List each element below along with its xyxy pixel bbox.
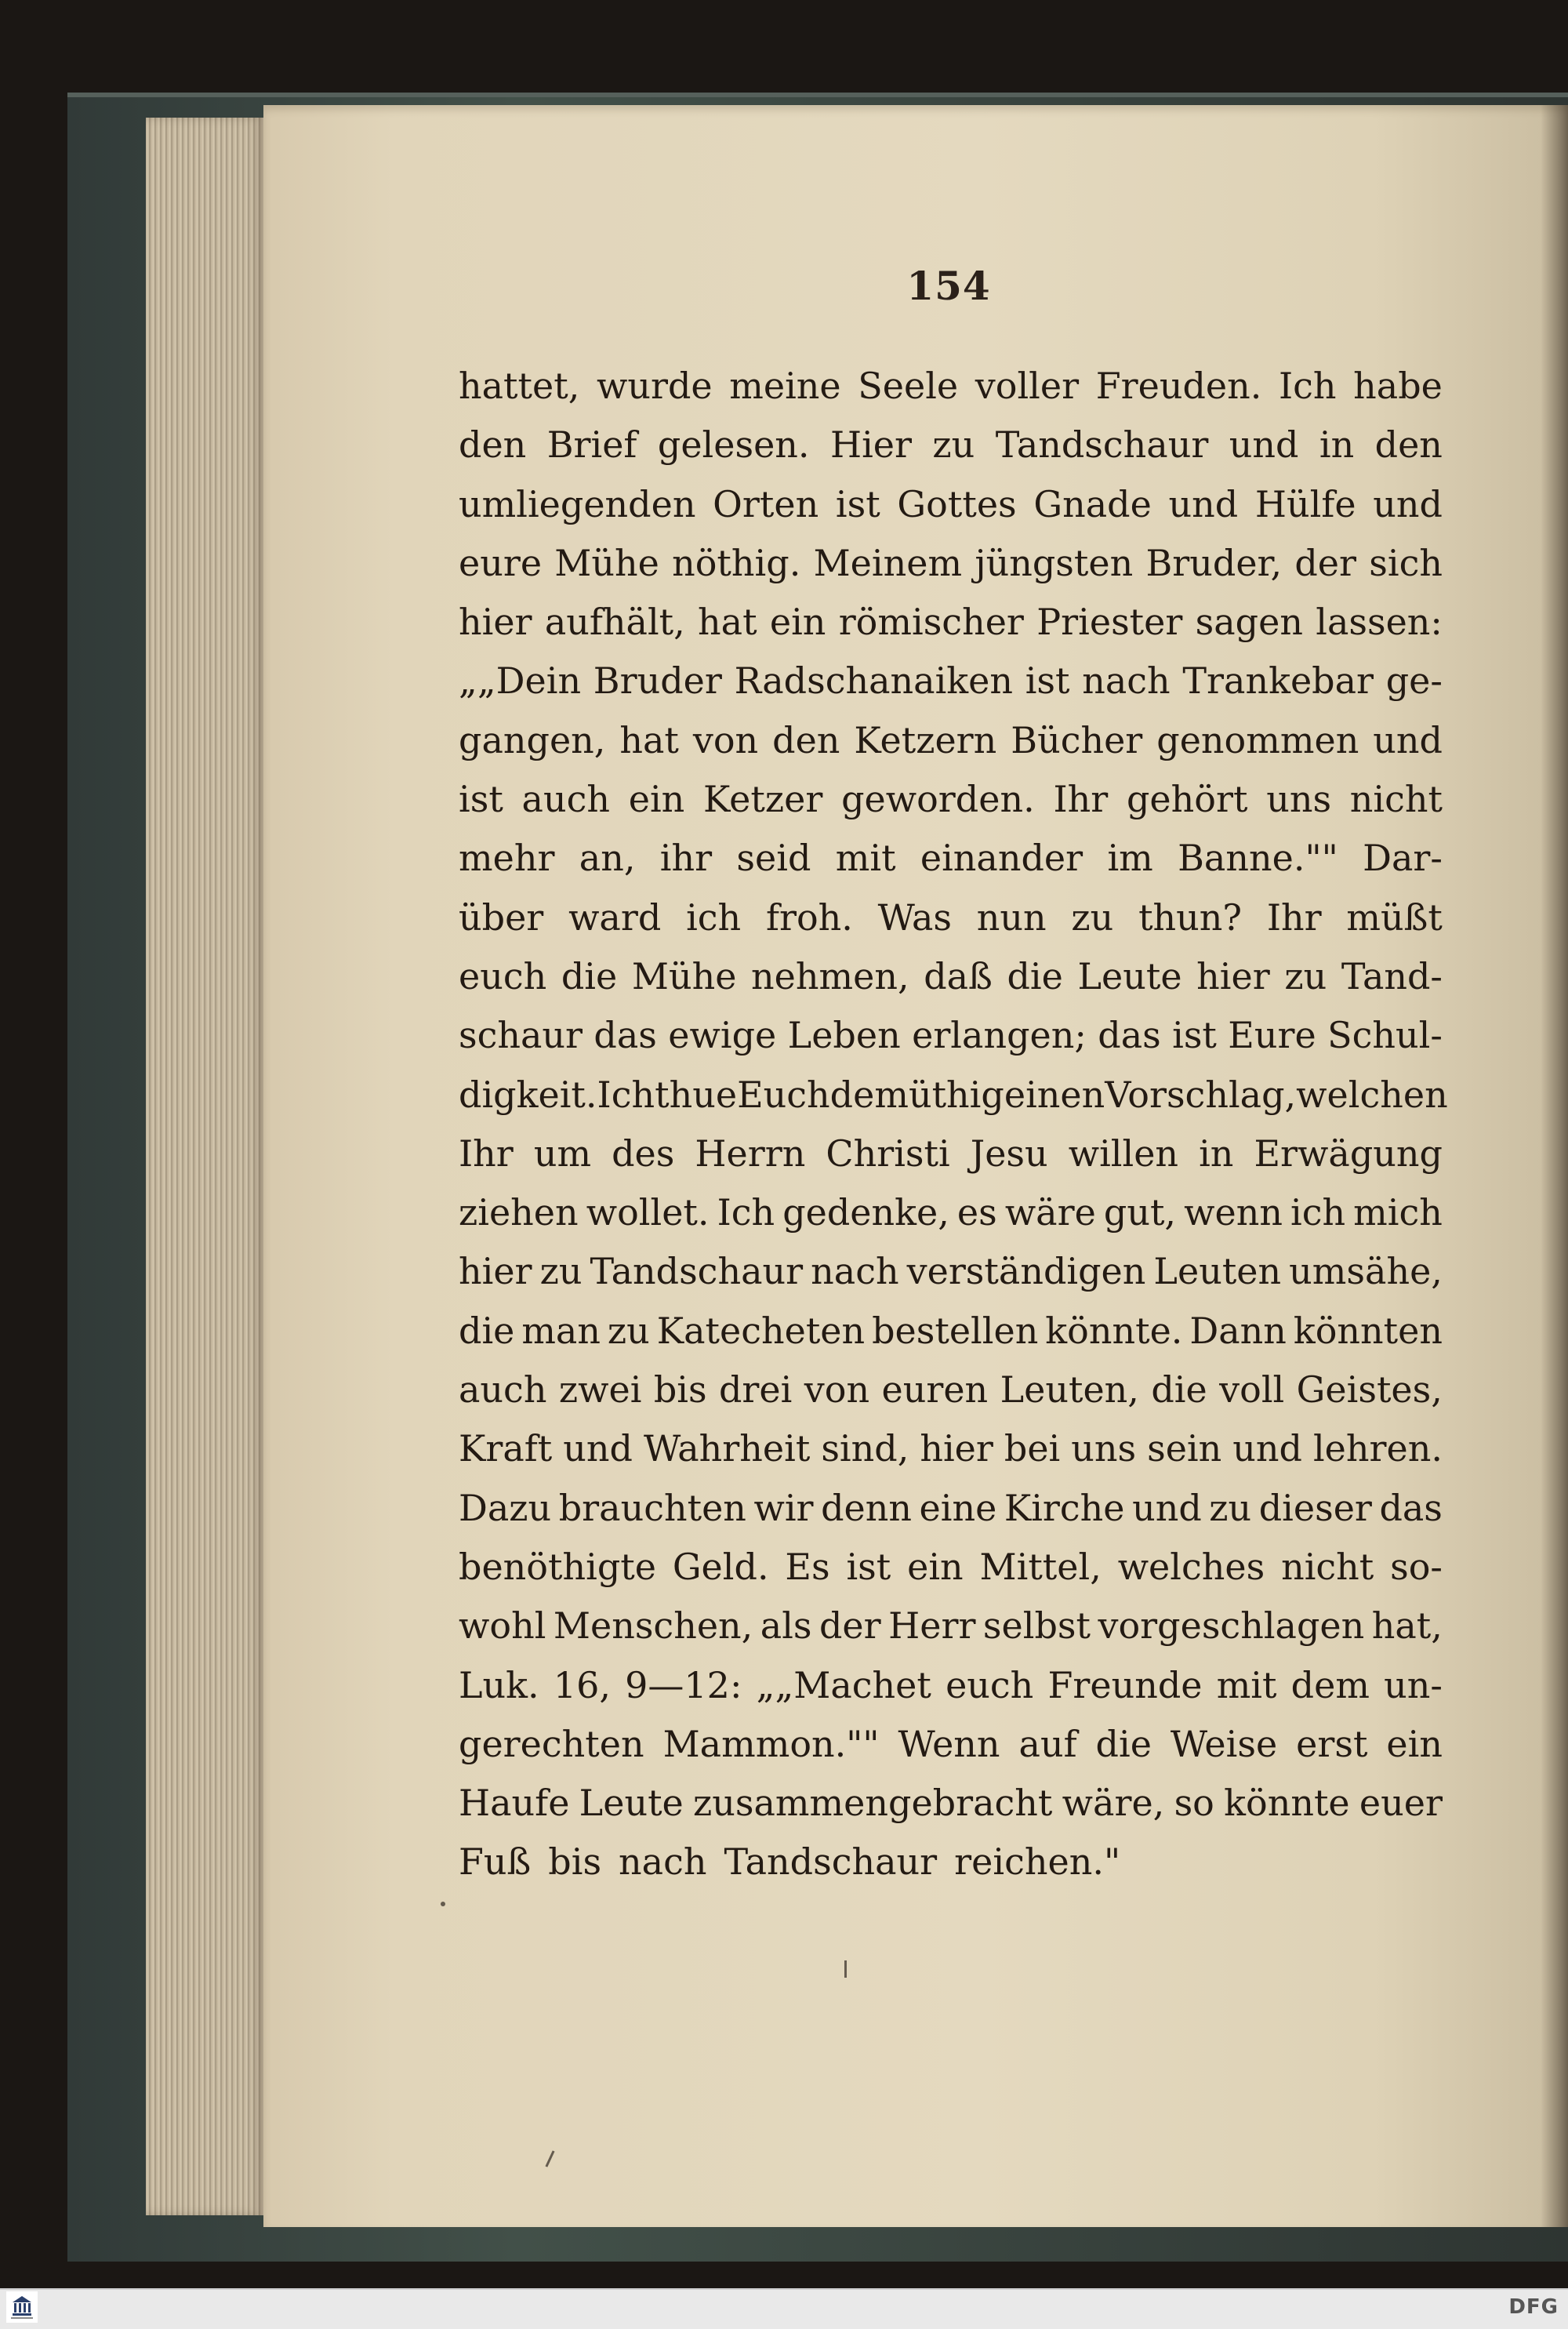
page-edges [146, 118, 263, 2215]
text-line: wohl Menschen, als der Herr selbst vorgeschlagen hat, [459, 1604, 1443, 1648]
text-line: Ihr um des Herrn Christi Jesu willen in Erwägung [459, 1132, 1443, 1175]
text-line: benöthigte Geld. Es ist ein Mittel, welches nicht so- [459, 1545, 1443, 1588]
text-line: Haufe Leute zusammengebracht wäre, so könnte euer [459, 1782, 1443, 1825]
page-number: 154 [906, 263, 991, 309]
text-line: gangen, hat von den Ketzern Bücher genommen und [459, 718, 1443, 761]
page-text [459, 357, 1448, 1892]
ink-speck [441, 1902, 445, 1906]
text-line: gerechten Mammon."" Wenn auf die Weise erst ein [459, 1722, 1443, 1765]
viewer-footer-bar [0, 2288, 1568, 2329]
dfg-logo: DFG [1508, 2295, 1559, 2319]
text-line: hattet, wurde meine Seele voller Freuden. Ich habe [459, 365, 1443, 407]
ink-speck [844, 1960, 847, 1978]
text-line: Fuß bis nach Tandschaur reichen." [459, 1840, 1121, 1884]
page-gutter-shadow [1541, 105, 1568, 2227]
text-line: den Brief gelesen. Hier zu Tandschaur und in den [459, 423, 1443, 467]
text-line: auch zwei bis drei von euren Leuten, die voll Geistes, [459, 1368, 1443, 1412]
text-line: hier aufhält, hat ein römischer Priester sagen lassen: [459, 601, 1443, 644]
text-line: euch die Mühe nehmen, daß die Leute hier zu Tand- [459, 954, 1443, 997]
text-line: Dazu brauchten wir denn eine Kirche und zu dieser das [459, 1486, 1443, 1529]
text-line: digkeit. Ich thue Euch demüthig einen Vorschlag, welchen [459, 1073, 1448, 1116]
text-line: ziehen wollet. Ich gedenke, es wäre gut, wenn ich mich [459, 1191, 1443, 1234]
text-line: ist auch ein Ketzer geworden. Ihr gehört uns nicht [459, 778, 1443, 821]
text-line: die man zu Katecheten bestellen könnte. Dann könnten [459, 1309, 1443, 1352]
text-line: schaur das ewige Leben erlangen; das ist Eure Schul- [459, 1014, 1443, 1057]
text-line: Kraft und Wahrheit sind, hier bei uns sein und lehren. [459, 1427, 1443, 1470]
library-building-icon [6, 2291, 38, 2323]
text-line: über ward ich froh. Was nun zu thun? Ihr müßt [459, 896, 1443, 939]
text-line: hier zu Tandschaur nach verständigen Leuten umsähe, [459, 1250, 1443, 1293]
text-line: eure Mühe nöthig. Meinem jüngsten Bruder, der sich [459, 541, 1443, 584]
text-line: umliegenden Orten ist Gottes Gnade und Hülfe und [459, 482, 1443, 525]
text-line: Luk. 16, 9—12: „„Machet euch Freunde mit dem un- [459, 1663, 1443, 1706]
text-line: mehr an, ihr seid mit einander im Banne."" Dar- [459, 837, 1443, 880]
text-line: „„Dein Bruder Radschanaiken ist nach Trankebar ge- [459, 659, 1443, 703]
